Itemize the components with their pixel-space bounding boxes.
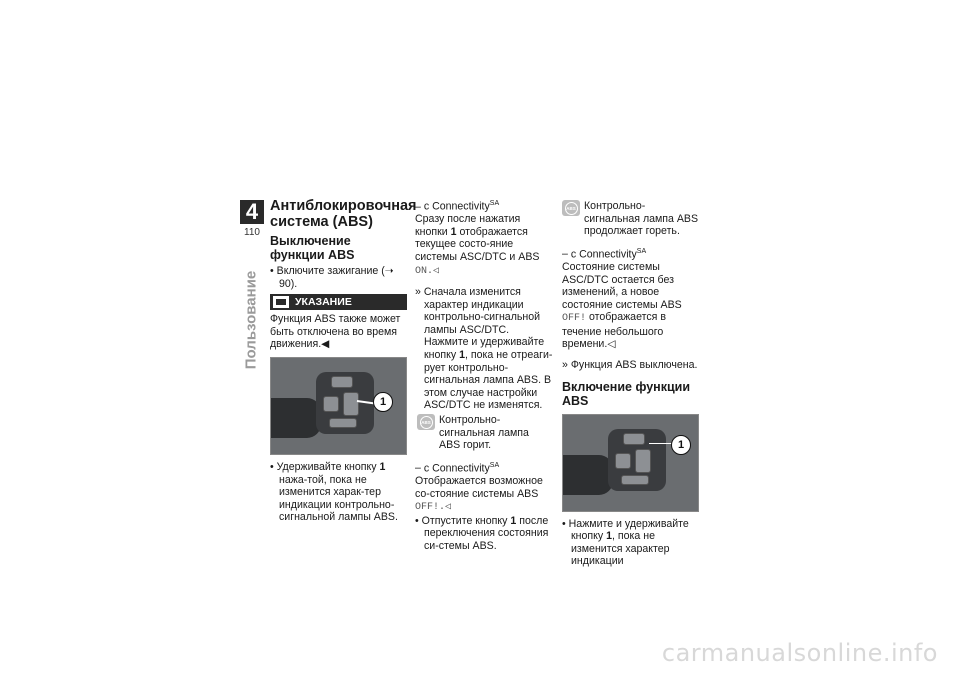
switch-button-right: [343, 392, 359, 416]
step-press-hold: • Нажмите и удерживайте кнопку 1, пока не изменится характер индикации: [562, 518, 700, 568]
status-code-on: ON: [415, 265, 428, 277]
note-label: УКАЗАНИЕ: [295, 296, 352, 309]
switch-photo-1: [270, 357, 407, 455]
page-ref-arrow-icon: ➝: [384, 265, 394, 277]
section-title: Антиблокировочная система (ABS): [270, 198, 417, 230]
switch-button-top: [331, 376, 353, 388]
status-code-off: OFF!: [415, 502, 440, 514]
abs-warning-lamp-icon: ABS: [562, 200, 580, 216]
status-text-3: Состояние системы ASC/DTC остается без изменений, а новое состояние системы ABS OFF! отображается в течение небольшого времени.◁: [562, 260, 682, 351]
switch-button-bottom: [329, 418, 357, 428]
note-hand-icon: [273, 296, 289, 308]
subsection-title-enable: Включение функции ABS: [562, 379, 691, 408]
connectivity-label-2: – с Connectivity$^{SA}$: [415, 460, 553, 475]
end-marker-open-icon: .◁: [427, 265, 440, 277]
status-text-2: Отображается возможное со-стояние системы ABS OFF!.◁: [415, 474, 543, 514]
switch-button-abs: [615, 453, 631, 469]
page-number: 110: [244, 227, 260, 238]
end-marker-open-icon: .◁: [439, 502, 452, 514]
chapter-number: 4: [240, 200, 264, 224]
lamp-abs-stays-on-text: Контрольно-сигнальная лампа ABS продолжает гореть.: [584, 200, 699, 238]
result-asc-first: » Сначала изменится характер индикации контрольно-сигнальной лампы ASC/DTC. Нажмите и удерживайте кнопку 1, пока не отреаги-рует контрольно-сигнальная лампа ABS. В этом случае настройки ASC/DTC не изменятся.: [415, 286, 553, 412]
end-marker-open-icon: ◁: [607, 338, 616, 351]
note-text: [270, 313, 407, 351]
column-3: [562, 198, 700, 568]
switch-button-top: [623, 433, 645, 445]
status-code-off: OFF!: [562, 313, 587, 325]
step-ignition-text: Включите зажигание (: [276, 265, 385, 277]
status-text-1: Сразу после нажатия кнопки 1 отображается текущее состо-яние системы ASC/DTC и ABS ON.◁: [415, 213, 540, 277]
result-abs-off: » Функция ABS выключена.: [562, 359, 700, 372]
column-1: [270, 198, 417, 524]
watermark: carmanualsonline.info: [661, 639, 938, 667]
switch-button-abs: [323, 396, 339, 412]
lamp-abs-on: [415, 414, 553, 452]
note-header: [270, 294, 407, 310]
column-2: [415, 198, 553, 553]
switch-button-bottom: [621, 475, 649, 485]
step-hold-button: • Удерживайте кнопку 1 нажа-той, пока не изменится харак-тер индикации контрольно-сигнальной лампы ABS.: [270, 461, 407, 524]
lamp-abs-stays-on: [562, 200, 700, 238]
connectivity-label-3: – с Connectivity$^{SA}$: [562, 246, 700, 261]
step-ignition: [270, 265, 407, 290]
switch-button-right: [635, 449, 651, 473]
chapter-label-text: Пользование: [242, 270, 260, 370]
chapter-side-label: [236, 270, 266, 370]
callout-1: 1: [671, 435, 691, 455]
end-marker-icon: ◀: [321, 338, 330, 351]
note-body: Функция ABS также может быть отключена во время движения.: [270, 313, 401, 351]
switch-photo-2: [562, 414, 699, 512]
callout-1: 1: [373, 392, 393, 412]
connectivity-label-1: – с Connectivity$^{SA}$: [415, 198, 553, 213]
button-ref: 1: [379, 460, 386, 473]
step-release-button: • Отпустите кнопку 1 после переключения состояния си-стемы ABS.: [415, 515, 553, 553]
abs-warning-lamp-icon: ABS: [417, 414, 435, 430]
step-ignition-ref: 90).: [279, 277, 298, 290]
lamp-abs-on-text: Контрольно-сигнальная лампа ABS горит.: [439, 414, 529, 452]
subsection-title-disable: Выключение функции ABS: [270, 234, 355, 262]
